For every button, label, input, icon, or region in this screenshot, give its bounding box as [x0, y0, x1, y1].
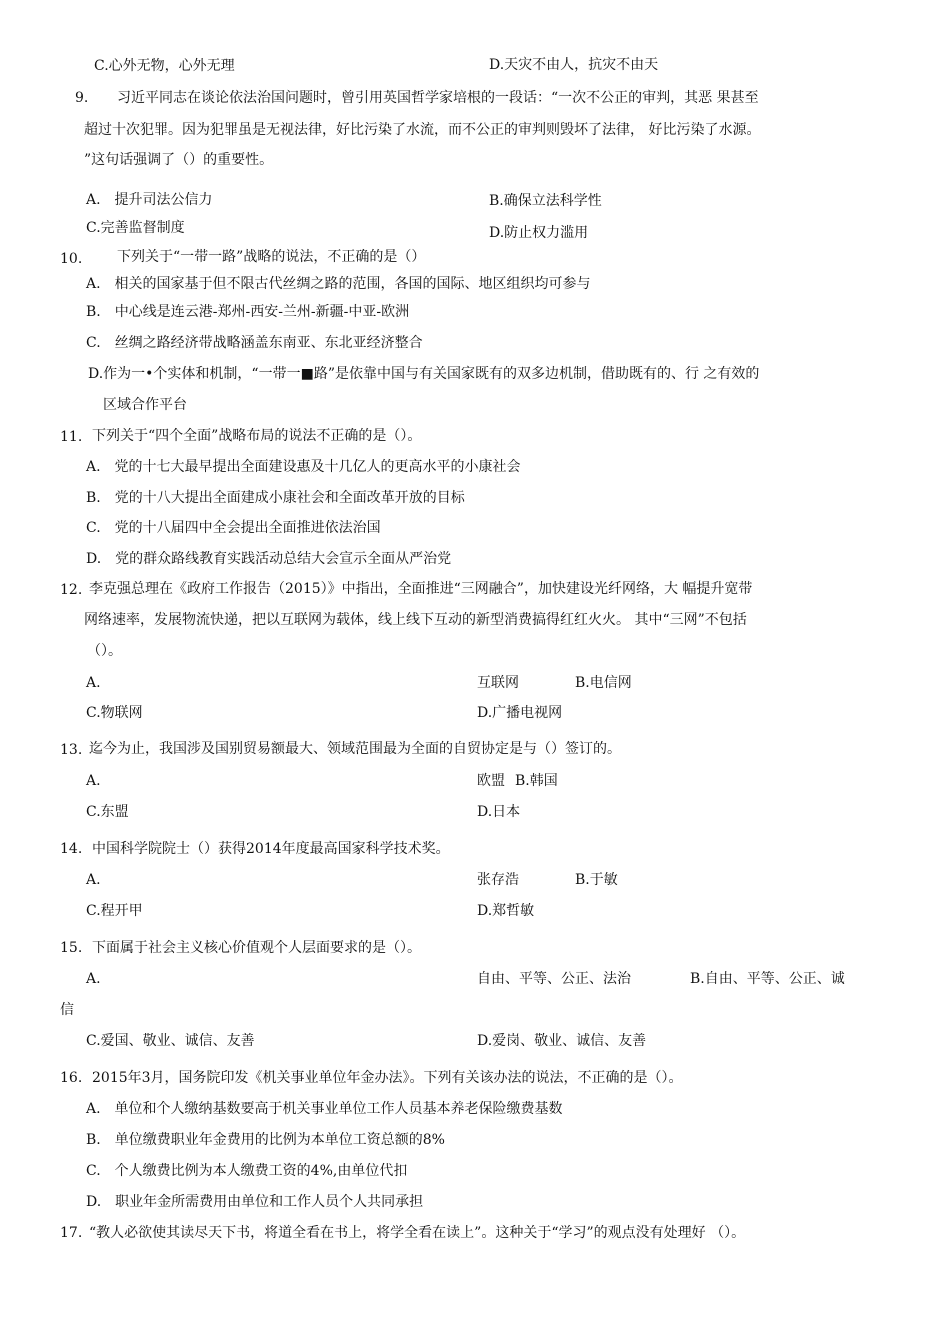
q10-option-a: A. 相关的国家基于但不限古代丝绸之路的范围，各国的国际、地区组织均可参与 — [86, 276, 591, 292]
q11-option-a: A. 党的十七大最早提出全面建设惠及十几亿人的更高水平的小康社会 — [86, 459, 521, 475]
q10-option-b: B. 中心线是连云港-郑州-西安-兰州-新疆-中亚-欧洲 — [86, 304, 410, 320]
q13-option-a-text: 欧盟 — [477, 773, 505, 789]
q9-stem-line2: 超过十次犯罪。因为犯罪虽是无视法律，好比污染了水流，而不公正的审判则毁坏了法律， 好比污染了水源。 — [84, 122, 761, 138]
q16-option-a: A. 单位和个人缴纳基数要高于机关事业单位工作人员基本养老保险缴费基数 — [86, 1101, 563, 1117]
q13-option-b: B.韩国 — [515, 773, 558, 789]
q11-number: 11. — [60, 429, 83, 445]
q9-option-b: B.确保立法科学性 — [489, 193, 602, 209]
q14-option-d: D.郑哲敏 — [477, 903, 535, 919]
q14-option-b: B.于敏 — [575, 872, 618, 888]
q12-option-b: B.电信网 — [575, 675, 632, 691]
q12-option-a-label: A. — [86, 675, 101, 691]
q11-stem: 下列关于“四个全面”战略布局的说法不正确的是（）。 — [92, 428, 422, 444]
q13-stem: 迄今为止，我国涉及国别贸易额最大、领域范围最为全面的自贸协定是与（）签订的。 — [89, 741, 621, 757]
q15-option-a-label: A. — [86, 971, 101, 987]
q14-option-c: C.程开甲 — [86, 903, 143, 919]
q17-stem: “教人必欲使其读尽天下书，将道全看在书上，将学全看在读上”。这种关于“学习”的观点没有处理好 （）。 — [89, 1225, 746, 1241]
q15-stem: 下面属于社会主义核心价值观个人层面要求的是（）。 — [92, 940, 421, 956]
q10-option-c: C. 丝绸之路经济带战略涵盖东南亚、东北亚经济整合 — [86, 335, 423, 351]
q9-option-d: D.防止权力滥用 — [489, 225, 589, 241]
q15-option-b-continued: 信 — [60, 1002, 74, 1018]
q11-option-c: C. 党的十八届四中全会提出全面推进依法治国 — [86, 520, 381, 536]
q13-option-d: D.日本 — [477, 804, 521, 820]
q15-option-c: C.爱国、敬业、诚信、友善 — [86, 1033, 255, 1049]
q10-option-d-line1: D.作为一•个实体和机制，“一带一■路”是依靠中国与有关国家既有的双多边机制，借助既有的、行 之有效的 — [88, 366, 760, 382]
q9-option-c: C.完善监督制度 — [86, 220, 185, 236]
q16-stem: 2015年3月，国务院印发《机关事业单位年金办法》。下列有关该办法的说法，不正确的是（）。 — [92, 1070, 683, 1086]
q9-stem-line1: 习近平同志在谈论依法治国问题时，曾引用英国哲学家培根的一段话：“一次不公正的审判，其恶 果甚至 — [117, 90, 759, 106]
q15-option-d: D.爱岗、敬业、诚信、友善 — [477, 1033, 647, 1049]
q11-option-d: D. 党的群众路线教育实践活动总结大会宣示全面从严治党 — [86, 551, 452, 567]
q14-stem: 中国科学院院士（）获得2014年度最高国家科学技术奖。 — [92, 841, 450, 857]
q13-option-a-label: A. — [86, 773, 101, 789]
q12-option-a-text: 互联网 — [477, 675, 519, 691]
q11-option-b: B. 党的十八大提出全面建成小康社会和全面改革开放的目标 — [86, 490, 465, 506]
q8-option-d: D.天灾不由人，抗灾不由天 — [489, 57, 659, 73]
q12-option-c: C.物联网 — [86, 705, 143, 721]
q10-stem: 下列关于“一带一路”战略的说法，不正确的是（） — [117, 249, 426, 265]
q9-option-a: A. 提升司法公信力 — [86, 192, 213, 208]
q10-option-d-line2: 区域合作平台 — [103, 397, 187, 413]
q16-option-d: D. 职业年金所需费用由单位和工作人员个人共同承担 — [86, 1194, 424, 1210]
q9-stem-line3: ”这句话强调了（）的重要性。 — [84, 152, 274, 168]
q12-stem-line1: 李克强总理在《政府工作报告（2015）》中指出，全面推进“三网融合”，加快建设光纤网络，大 幅提升宽带 — [89, 581, 753, 597]
q13-number: 13. — [60, 742, 83, 758]
q8-option-c: C.心外无物，心外无理 — [94, 58, 235, 74]
q12-number: 12. — [60, 582, 83, 598]
q10-number: 10. — [60, 251, 83, 267]
q12-stem-line2: 网络速率，发展物流快递，把以互联网为载体，线上线下互动的新型消费搞得红红火火。 其中“三网”不包括 — [84, 612, 747, 628]
q15-option-a-text: 自由、平等、公正、法治 — [477, 971, 631, 987]
q13-option-c: C.东盟 — [86, 804, 129, 820]
q17-number: 17. — [60, 1225, 83, 1241]
q15-number: 15. — [60, 940, 83, 956]
q16-option-b: B. 单位缴费职业年金费用的比例为本单位工资总额的8% — [86, 1132, 445, 1148]
q14-option-a-label: A. — [86, 872, 101, 888]
q15-option-b: B.自由、平等、公正、诚 — [690, 971, 845, 987]
q9-number: 9. — [75, 90, 89, 106]
q16-number: 16. — [60, 1070, 83, 1086]
q12-option-d: D.广播电视网 — [477, 705, 563, 721]
q14-number: 14. — [60, 841, 83, 857]
q14-option-a-text: 张存浩 — [477, 872, 519, 888]
q16-option-c: C. 个人缴费比例为本人缴费工资的4%,由单位代扣 — [86, 1163, 408, 1179]
q12-stem-line3: （）。 — [87, 643, 122, 659]
